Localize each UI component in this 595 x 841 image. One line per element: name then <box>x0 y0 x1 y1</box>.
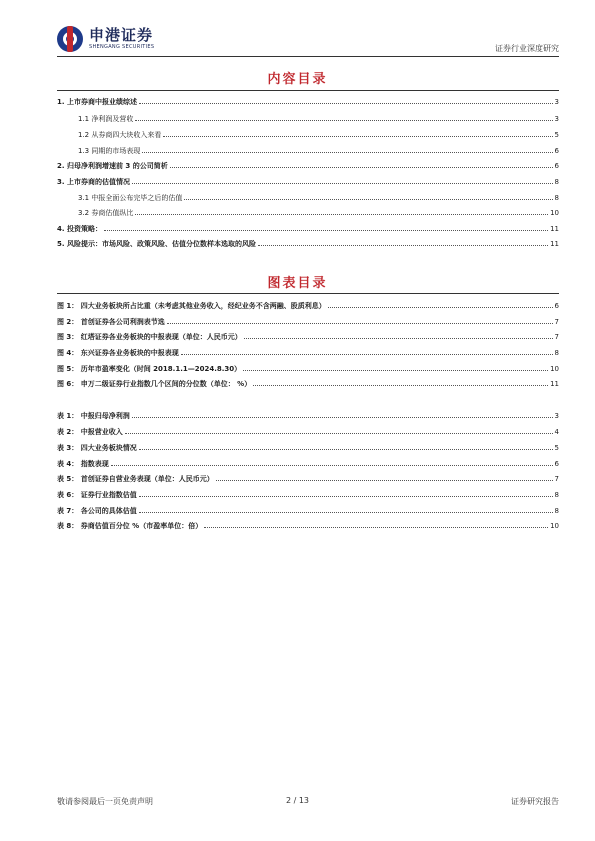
leader-dots <box>244 338 553 339</box>
leader-dots <box>135 214 548 215</box>
figure-item[interactable] <box>57 299 559 310</box>
figure-item-text: 图 2： 首创证券各公司利润表节选 <box>57 318 165 326</box>
toc-item[interactable] <box>57 222 559 233</box>
toc-item-text: 1.3 同期的市场表现 <box>78 147 141 155</box>
table-item-page: 3 <box>554 412 559 420</box>
figure-item-page: 7 <box>554 318 559 326</box>
leader-dots <box>139 449 553 450</box>
table-item[interactable] <box>57 409 559 420</box>
toc-item-page: 5 <box>554 131 559 139</box>
toc-item-text: 5. 风险提示：市场风险、政策风险、估值分位数样本选取的风险 <box>57 240 256 248</box>
toc-item-page: 11 <box>550 240 559 248</box>
figure-item[interactable] <box>57 330 559 341</box>
table-item[interactable] <box>57 472 559 483</box>
figure-item[interactable] <box>57 346 559 357</box>
toc-item-text: 4. 投资策略： <box>57 225 102 233</box>
table-item-page: 7 <box>554 475 559 483</box>
figure-item-page: 11 <box>550 380 559 388</box>
table-item-page: 8 <box>554 507 559 515</box>
table-item-text: 表 7： 各公司的具体估值 <box>57 507 137 515</box>
figures-title: 图表目录 <box>267 276 328 291</box>
toc-item[interactable] <box>78 112 559 123</box>
table-item-page: 5 <box>554 444 559 452</box>
leader-dots <box>163 136 552 137</box>
figure-item-text: 图 1： 四大业务板块所占比重（未考虑其他业务收入，经纪业务不含两融、股质利息） <box>57 302 326 310</box>
toc-title-rule <box>57 90 559 91</box>
leader-dots <box>181 354 553 355</box>
report-type: 证券行业深度研究 <box>495 44 559 53</box>
figure-item-page: 7 <box>554 333 559 341</box>
header-divider <box>57 56 559 57</box>
toc-item-text: 3.1 中报全面公布完毕之后的估值 <box>78 194 183 202</box>
leader-dots <box>243 370 548 371</box>
toc-item-page: 11 <box>550 225 559 233</box>
figures-title-rule <box>57 293 559 294</box>
table-item-page: 8 <box>554 491 559 499</box>
toc-item-page: 8 <box>554 178 559 186</box>
figure-item-text: 图 3： 红塔证券各业务板块的中报表现（单位：人民币元） <box>57 333 242 341</box>
leader-dots <box>184 199 552 200</box>
page-number: 2 / 13 <box>285 796 310 805</box>
toc-item[interactable] <box>78 206 559 217</box>
leader-dots <box>139 512 553 513</box>
toc-item[interactable] <box>57 237 559 248</box>
toc-item-text: 3.2 券商估值纵比 <box>78 209 134 217</box>
toc-item-page: 3 <box>554 115 559 123</box>
figure-item[interactable] <box>57 362 559 373</box>
leader-dots <box>170 167 553 168</box>
table-item-text: 表 4： 指数表现 <box>57 460 109 468</box>
toc-item-text: 1. 上市券商中报业绩综述 <box>57 98 137 106</box>
toc-title: 内容目录 <box>267 72 328 87</box>
table-item[interactable] <box>57 488 559 499</box>
table-item-text: 表 8： 券商估值百分位 %（市盈率单位：倍） <box>57 522 203 530</box>
table-item[interactable] <box>57 504 559 515</box>
table-item-text: 表 2： 中报营业收入 <box>57 428 123 436</box>
leader-dots <box>216 480 553 481</box>
toc-item-text: 2. 归母净利润增速前 3 的公司简析 <box>57 162 168 170</box>
toc-item-page: 6 <box>554 147 559 155</box>
leader-dots <box>142 152 552 153</box>
leader-dots <box>253 385 548 386</box>
figure-item-page: 10 <box>550 365 559 373</box>
table-item-text: 表 6： 证券行业指数估值 <box>57 491 137 499</box>
leader-dots <box>204 527 548 528</box>
toc-item[interactable] <box>78 191 559 202</box>
toc-item[interactable] <box>78 128 559 139</box>
logo-name-en: SHENGANG SECURITIES <box>89 44 155 50</box>
leader-dots <box>111 465 553 466</box>
toc-item[interactable] <box>57 175 559 186</box>
footer-doc-type: 证券研究报告 <box>511 797 559 806</box>
toc-item-text: 1.1 净利润及营收 <box>78 115 134 123</box>
figure-item-page: 8 <box>554 349 559 357</box>
page-header <box>0 0 595 62</box>
leader-dots <box>258 245 548 246</box>
leader-dots <box>135 120 552 121</box>
leader-dots <box>139 103 553 104</box>
logo-name-cn: 申港证券 <box>89 26 154 44</box>
table-item-page: 4 <box>554 428 559 436</box>
table-item[interactable] <box>57 519 559 530</box>
leader-dots <box>104 230 548 231</box>
table-item-page: 6 <box>554 460 559 468</box>
company-logo <box>57 26 154 52</box>
toc-item-page: 6 <box>554 162 559 170</box>
toc-item[interactable] <box>78 144 559 155</box>
leader-dots <box>167 323 553 324</box>
figure-item[interactable] <box>57 377 559 388</box>
leader-dots <box>125 433 553 434</box>
figure-item[interactable] <box>57 315 559 326</box>
toc-item[interactable] <box>57 159 559 170</box>
table-item[interactable] <box>57 457 559 468</box>
toc-item-text: 1.2 从券商四大块收入来看 <box>78 131 162 139</box>
footer-disclaimer: 敬请参阅最后一页免责声明 <box>57 797 153 806</box>
table-item-text: 表 5： 首创证券自营业务表现（单位：人民币元） <box>57 475 214 483</box>
toc-item[interactable] <box>57 95 559 106</box>
table-item[interactable] <box>57 425 559 436</box>
figure-item-text: 图 6： 申万二级证券行业指数几个区间的分位数（单位： %） <box>57 380 252 388</box>
leader-dots <box>132 183 553 184</box>
leader-dots <box>328 307 553 308</box>
table-item-text: 表 1： 中报归母净利润 <box>57 412 130 420</box>
toc-item-page: 8 <box>554 194 559 202</box>
toc-item-page: 10 <box>550 209 559 217</box>
leader-dots <box>132 417 553 418</box>
leader-dots <box>139 496 553 497</box>
logo-icon <box>57 26 83 52</box>
table-item[interactable] <box>57 441 559 452</box>
figure-item-text: 图 5： 历年市盈率变化（时间 2018.1.1—2024.8.30） <box>57 365 242 373</box>
figure-item-page: 6 <box>554 302 559 310</box>
table-item-text: 表 3： 四大业务板块情况 <box>57 444 137 452</box>
figure-item-text: 图 4： 东兴证券各业务板块的中报表现 <box>57 349 179 357</box>
toc-item-page: 3 <box>554 98 559 106</box>
toc-item-text: 3. 上市券商的估值情况 <box>57 178 130 186</box>
table-item-page: 10 <box>550 522 559 530</box>
